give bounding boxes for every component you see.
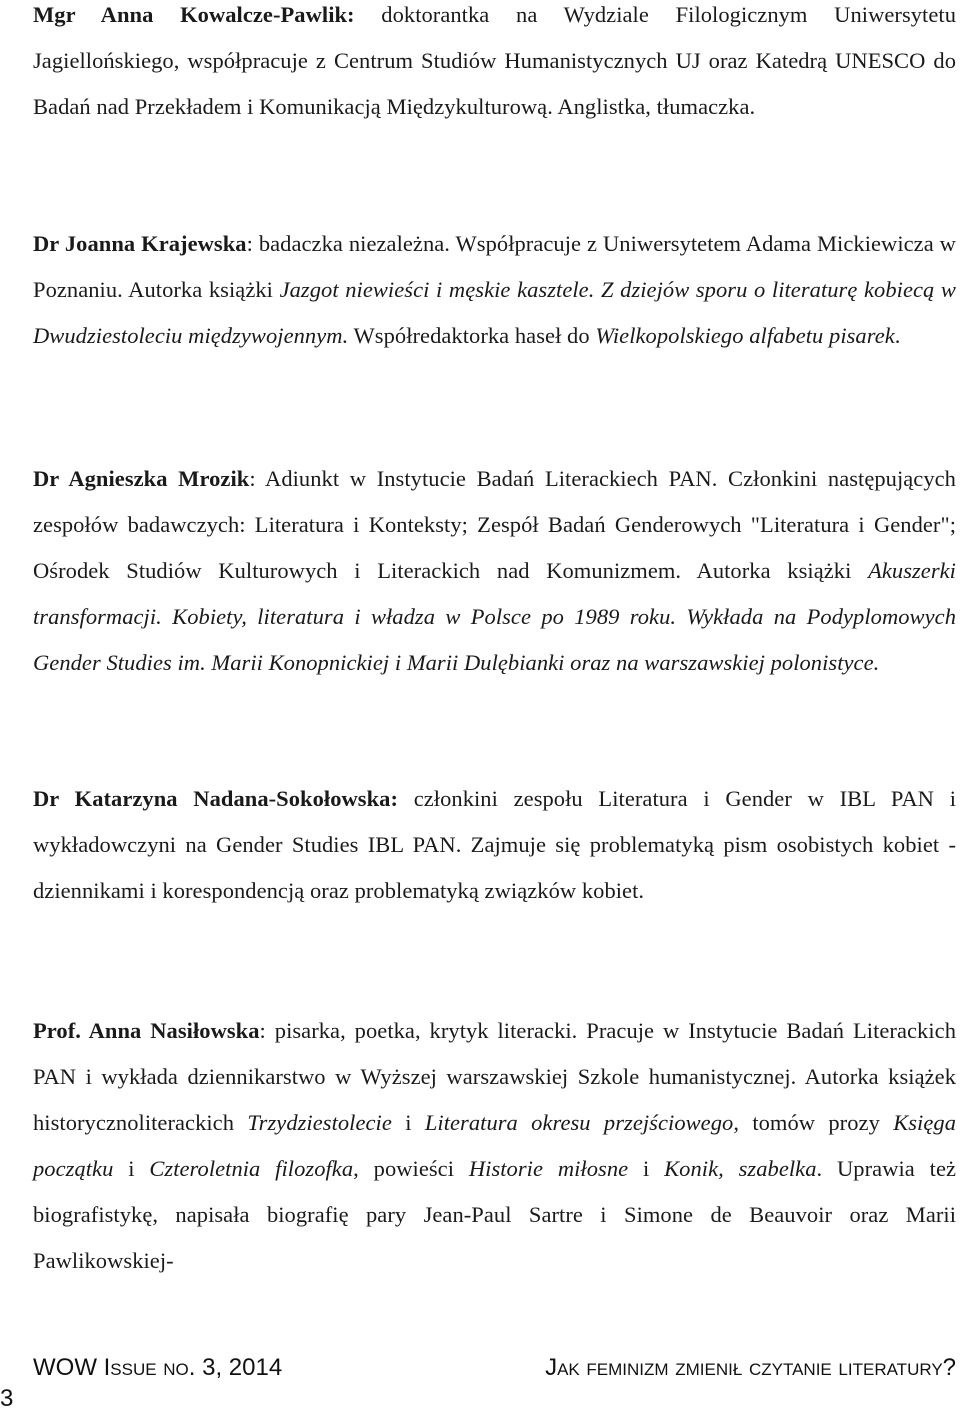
bio-title-italic: Czteroletnia filozofka [149,1156,354,1181]
bio-title-italic: Historie miłosne [468,1156,629,1181]
footer-issue: WOW Issue no. 3, 2014 [33,1354,283,1381]
bio-text: doktorantka na Wydziale Filologicznym Uniwersytetu Jagiellońskiego, współpracuje z Centrum Studiów Humanistycznych UJ oraz Katedrą UNESCO do Badań nad Przekładem i Komunikacją Międzykulturową. Anglistka, tłumaczka. [33,2,956,119]
bio-name: Dr Joanna Krajewska [33,231,247,256]
bio-text: , tomów prozy [733,1110,894,1135]
bio-text: , powieści [353,1156,469,1181]
bio-text: i [628,1156,665,1181]
bio-text: : Adiunkt w Instytucie Badań Literackiech PAN. Członkini następujących zespołów badawczych: Literatura i Konteksty; Zespół Badań Genderowych "Literatura i Gender"; Ośrodek Studiów Kulturowych i Literackich nad Komunizmem. Autorka książki [33,466,956,583]
page-number: 3 [0,1385,14,1412]
bio-text: i [113,1156,150,1181]
bio-text: i [391,1110,425,1135]
bio-title-italic: Trzydziestolecie [247,1110,392,1135]
bio-name: Mgr Anna Kowalcze-Pawlik: [33,2,355,27]
bio-text: : pisarka, poetka, krytyk literacki. Pracuje w Instytucie Badań Literackich PAN i wykłada dziennikarstwo w Wyższej warszawskiej Szkole humanistycznej. Autorka książek historycznoliterackich [33,1018,956,1135]
bio-name: Dr Agnieszka Mrozik [33,466,250,491]
bio-title-italic: Literatura okresu przejściowego [424,1110,734,1135]
bio-title-italic: Akuszerki transformacji. Kobiety, literatura i władza w Polsce po 1989 roku. Wykłada na Podyplomowych Gender Studies im. Marii Konopnickiej i Marii Dulębianki oraz na warszawskiej polonistyce. [33,558,956,675]
bio-paragraph [33,776,956,914]
bio-text: . [894,323,901,348]
footer-title: Jak feminizm zmienił czytanie literatury? [545,1354,956,1381]
bio-paragraph [33,1008,956,1284]
bio-title-italic: Wielkopolskiego alfabetu pisarek [595,323,895,348]
bio-name: Dr Katarzyna Nadana-Sokołowska: [33,786,399,811]
bio-paragraph [33,0,956,130]
bio-paragraph [33,456,956,686]
bio-paragraph [33,221,956,359]
bio-text: : badaczka niezależna. Współpracuje z Uniwersytetem Adama Mickiewicza w Poznaniu. Autorka książki [33,231,956,302]
bio-text: członkini zespołu Literatura i Gender w IBL PAN i wykładowczyni na Gender Studies IBL PAN. Zajmuje się problematyką pism osobistych kobiet - dziennikami i korespondencją oraz problematyką związków kobiet. [33,786,956,903]
bio-text: Współredaktorka haseł do [348,323,596,348]
bio-title-italic: Jazgot niewieści i męskie kasztele. Z dziejów sporu o literaturę kobiecą w Dwudziestoleciu międzywojennym. [33,277,956,348]
bio-title-italic: Księga początku [33,1110,956,1181]
bio-name: Prof. Anna Nasiłowska [33,1018,260,1043]
bio-text: . Uprawia też biografistykę, napisała biografię pary Jean-Paul Sartre i Simone de Beauvoir oraz Marii Pawlikowskiej- [33,1156,957,1273]
bio-title-italic: Konik, szabelka [664,1156,817,1181]
